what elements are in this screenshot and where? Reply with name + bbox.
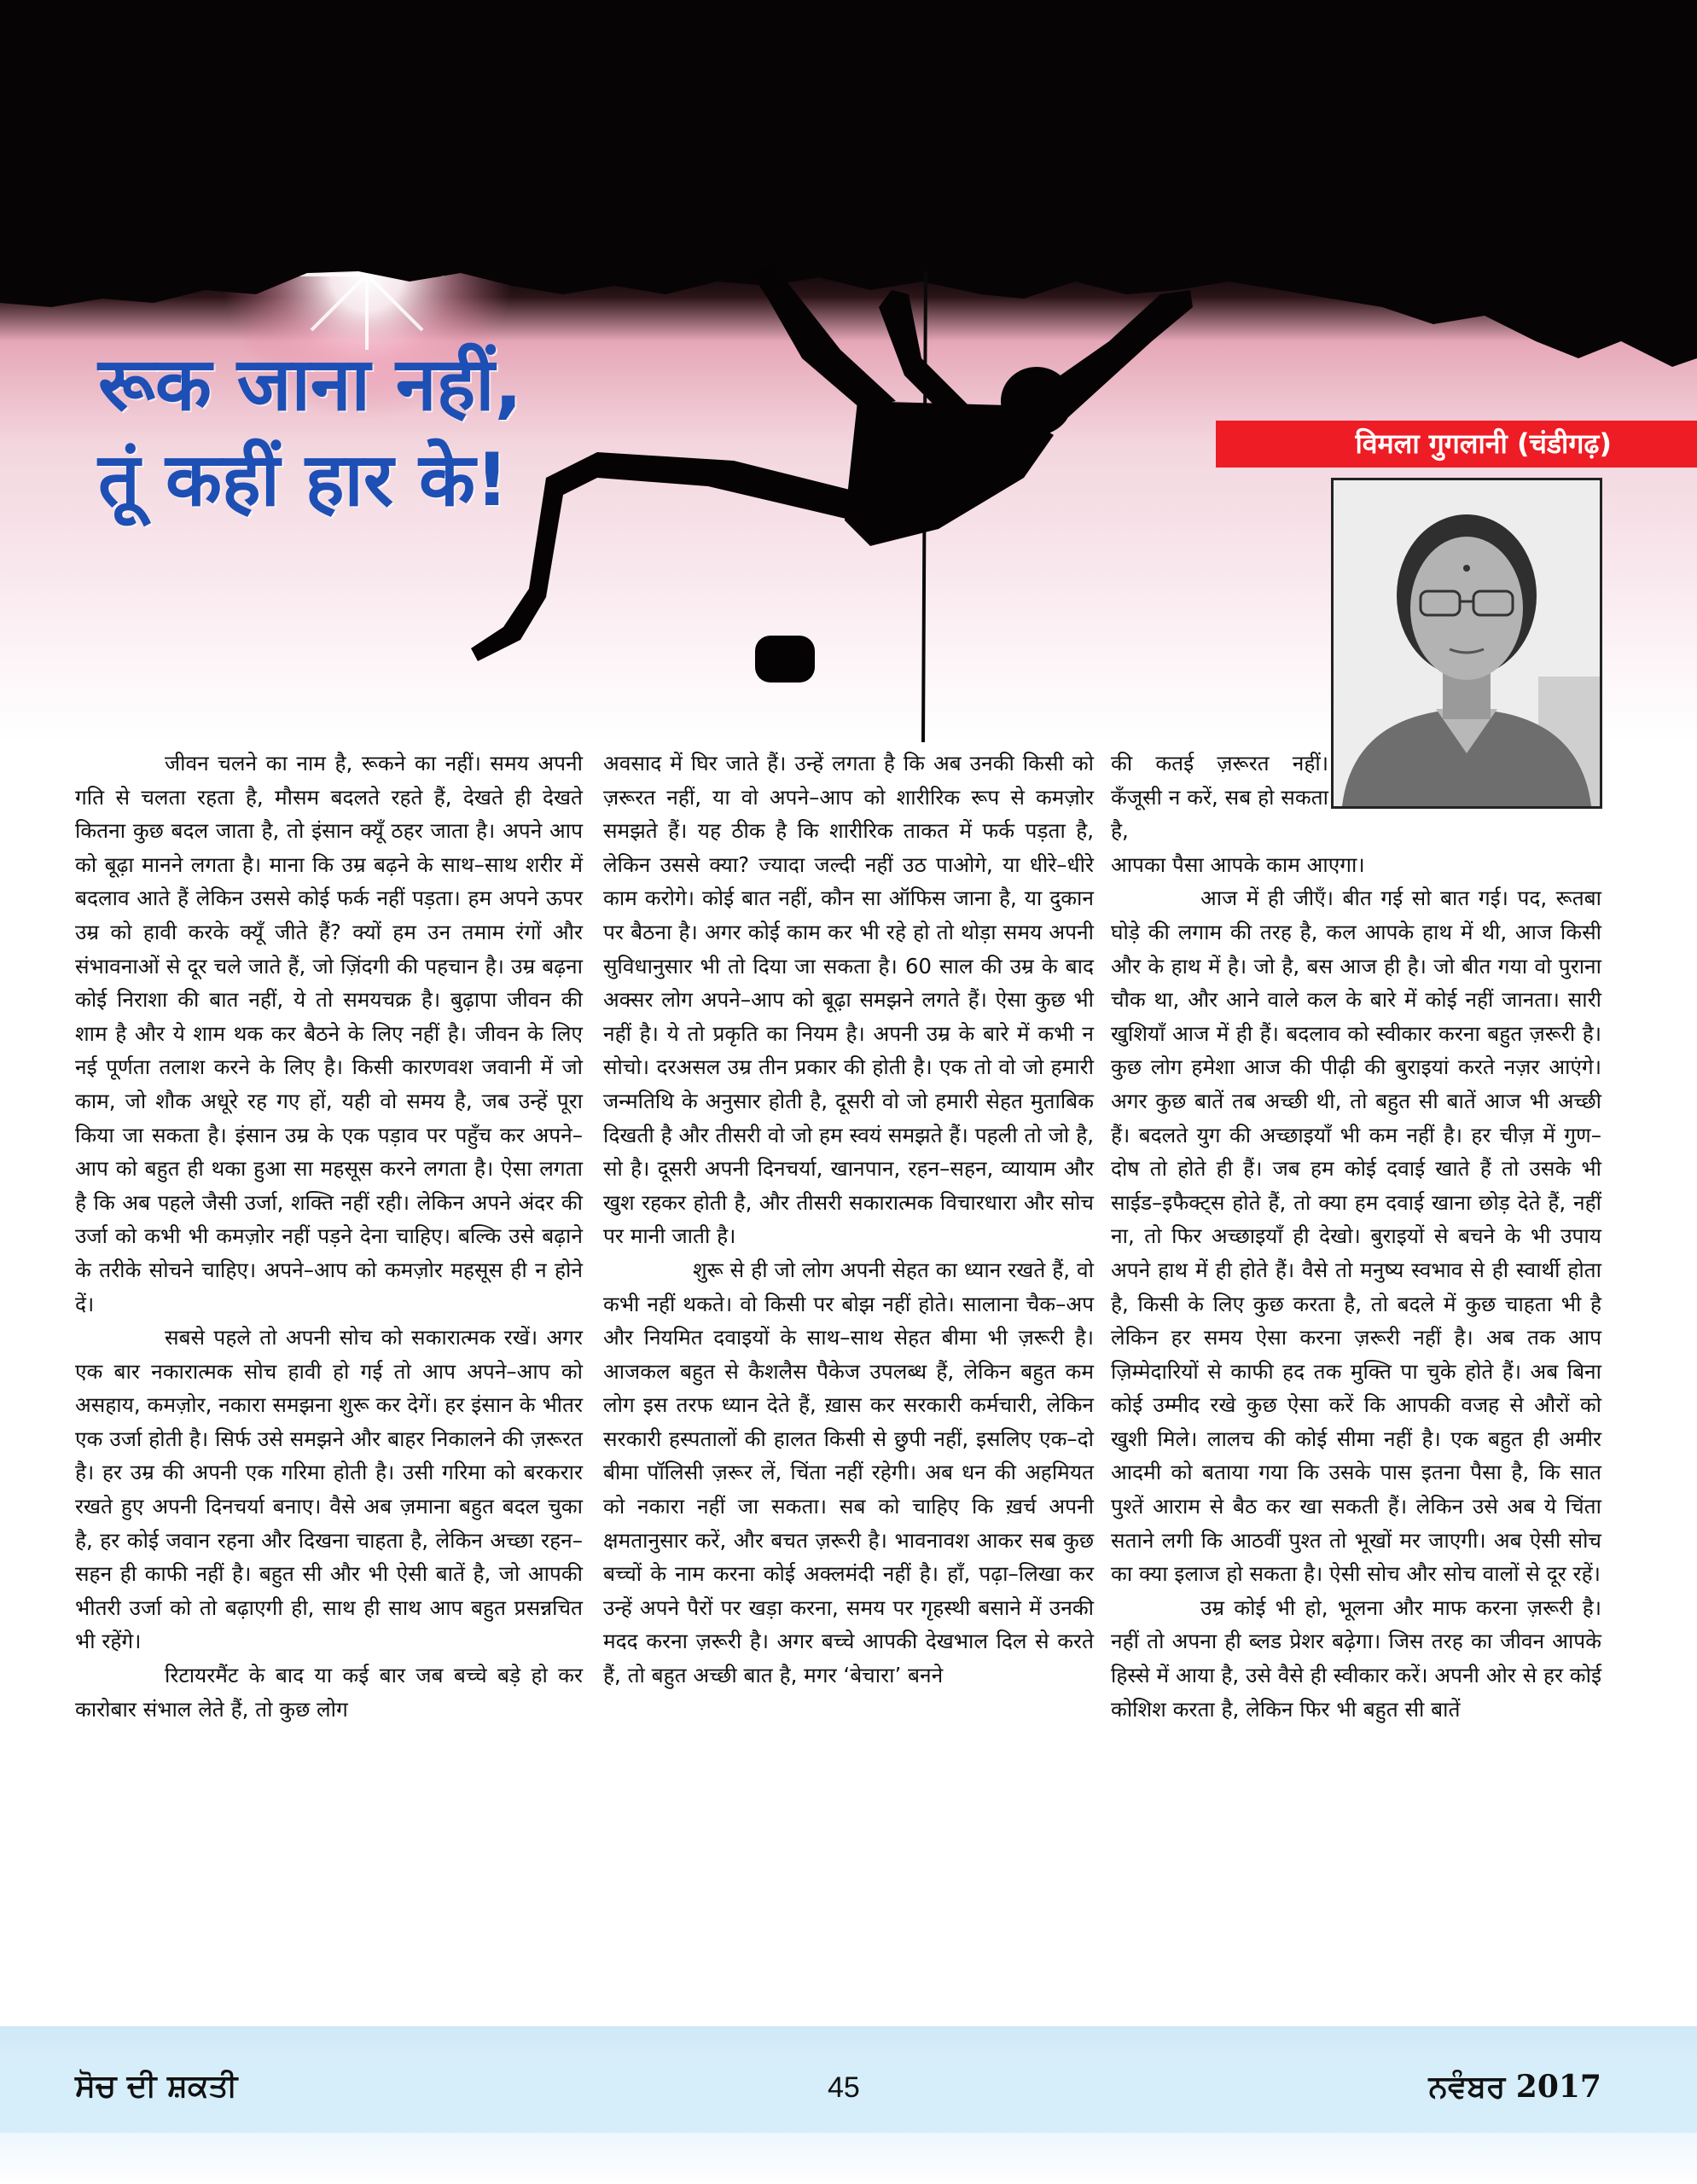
- article-column-3: [1111, 746, 1601, 1726]
- magazine-name: ਸੋਚ ਦੀ ਸ਼ਕਤੀ: [75, 2069, 238, 2104]
- author-byline: विमला गुगलानी (चंडीगढ़): [1216, 421, 1697, 468]
- paragraph: जीवन चलने का नाम है, रूकने का नहीं। समय अपनी गति से चलता रहता है, मौसम बदलते रहते हैं, देखते ही देखते कितना कुछ बदल जाता है, तो इंसान क्यूँ ठहर जाता है। अपने आप को बूढ़ा मानने लगता है। माना कि उम्र बढ़ने के साथ–साथ शरीर में बदलाव आते हैं लेकिन उससे कोई फर्क नहीं पड़ता। हम अपने ऊपर उम्र को हावी करके क्यूँ जीते हैं? क्यों हम उन तमाम रंगों और संभावनाओं से दूर चले जाते हैं, जो ज़िंदगी की पहचान है। उम्र बढ़ना कोई निराशा की बात नहीं, ये तो समयचक्र है। बुढ़ापा जीवन की शाम है और ये शाम थक कर बैठने के लिए नहीं है। जीवन के लिए नई पूर्णता तलाश करने के लिए है। किसी कारणवश जवानी में जो काम, जो शौक अधूरे रह गए हों, यही वो समय है, जब उन्हें पूरा किया जा सकता है। इंसान उम्र के एक पड़ाव पर पहुँच कर अपने–आप को बहुत ही थका हुआ सा महसूस करने लगता है। ऐसा लगता है कि अब पहले जैसी उर्जा, शक्ति नहीं रही। लेकिन अपने अंदर की उर्जा को कभी भी कमज़ोर नहीं पड़ने देना चाहिए। बल्कि उसे बढ़ाने के तरीके सोचने चाहिए। अपने–आप को कमज़ोर महसूस ही न होने दें।: [75, 751, 583, 1316]
- article-column-1: [75, 746, 583, 1726]
- article-title: [98, 337, 627, 528]
- paragraph: शुरू से ही जो लोग अपनी सेहत का ध्यान रखते हैं, वो कभी नहीं थकते। वो किसी पर बोझ नहीं होते। सालाना चैक–अप और नियमित दवाइयों के साथ–साथ सेहत बीमा भी ज़रूरी है। आजकल बहुत से कैशलैस पैकेज उपलब्ध हैं, लेकिन बहुत कम लोग इस तरफ ध्यान देते हैं, ख़ास कर सरकारी कर्मचारी, लेकिन सरकारी हस्पतालों की हालत किसी से छुपी नहीं, इसलिए एक–दो बीमा पॉलिसी ज़रूर लें, चिंता नहीं रहेगी। अब धन की अहमियत को नकारा नहीं जा सकता। सब को चाहिए कि ख़र्च अपनी क्षमतानुसार करें, और बचत ज़रूरी है। भावनावश आकर सब कुछ बच्चों के नाम करना कोई अक्लमंदी नहीं है। हाँ, पढ़ा–लिखा कर उन्हें अपने पैरों पर खड़ा करना, समय पर गृहस्थी बसाने में उनकी मदद करना ज़रूरी है। अगर बच्चे आपकी देखभाल दिल से करते हैं, तो बहुत अच्छी बात है, मगर ‘बेचारा’ बनने: [603, 1257, 1094, 1688]
- title-line-2: तूं कहीं हार के!: [98, 438, 509, 523]
- article-column-2: [603, 746, 1094, 1693]
- issue-date: ਨਵੰਬਰ 2017: [1428, 2069, 1601, 2105]
- paragraph: की कतई ज़रूरत नहीं। कँजूसी न करें, सब हो सकता है,: [1111, 751, 1328, 844]
- paragraph: रिटायरमैंट के बाद या कई बार जब बच्चे बड़े हो कर कारोबार संभाल लेते हैं, तो कुछ लोग: [75, 1663, 583, 1722]
- paragraph: सबसे पहले तो अपनी सोच को सकारात्मक रखें। अगर एक बार नकारात्मक सोच हावी हो गई तो आप अपने–आप को असहाय, कमज़ोर, नकारा समझना शुरू कर देगें। हर इंसान के भीतर एक उर्जा होती है। सिर्फ उसे समझने और बाहर निकालने की ज़रूरत है। हर उम्र की अपनी एक गरिमा होती है। उसी गरिमा को बरकरार रखते हुए अपनी दिनचर्या बनाए। वैसे अब ज़माना बहुत बदल चुका है, हर कोई जवान रहना और दिखना चाहता है, लेकिन अच्छा रहन–सहन ही काफी नहीं है। बहुत सी और भी ऐसी बातें है, जो आपकी भीतरी उर्जा को तो बढ़ाएगी ही, साथ ही साथ आप बहुत प्रसन्नचित भी रहेंगे।: [75, 1325, 583, 1654]
- paragraph: आपका पैसा आपके काम आएगा।: [1111, 851, 1365, 877]
- paragraph: अवसाद में घिर जाते हैं। उन्हें लगता है कि अब उनकी किसी को ज़रूरत नहीं, या वो अपने–आप को शारीरिक रूप से कमज़ोर समझते हैं। यह ठीक है कि शारीरिक ताकत में फर्क पड़ता है, लेकिन उससे क्या? ज्यादा जल्दी नहीं उठ पाओगे, या धीरे–धीरे काम करोगे। कोई बात नहीं, कौन सा ऑफिस जाना है, या दुकान पर बैठना है। अगर कोई काम कर भी रहे हो तो थोड़ा समय अपनी सुविधानुसार भी तो दिया जा सकता है। 60 साल की उम्र के बाद अक्सर लोग अपने–आप को बूढ़ा समझने लगते हैं। ऐसा कुछ भी नहीं है। ये तो प्रकृति का नियम है। अपनी उम्र के बारे में कभी न सोचो। दरअसल उम्र तीन प्रकार की होती है। एक तो वो जो हमारी जन्मतिथि के अनुसार होती है, दूसरी वो जो हमारी सेहत मुताबिक दिखती है और तीसरी वो जो हम स्वयं समझते हैं। पहली तो जो है, सो है। दूसरी अपनी दिनचर्या, खानपान, रहन–सहन, व्यायाम और खुश रहकर होती है, और तीसरी सकारात्मक विचारधारा और सोच पर मानी जाती है।: [603, 751, 1094, 1249]
- title-line-1: रूक जाना नहीं,: [98, 342, 523, 427]
- paragraph: उम्र कोई भी हो, भूलना और माफ करना ज़रूरी है। नहीं तो अपना ही ब्लड प्रेशर बढ़ेगा। जिस तरह का जीवन आपके हिस्से में आया है, उसे वैसे ही स्वीकार करें। अपनी ओर से हर कोई कोशिश करता है, लेकिन फिर भी बहुत सी बातें: [1111, 1594, 1601, 1722]
- paragraph: आज में ही जीएँ। बीत गई सो बात गई। पद, रूतबा घोड़े की लगाम की तरह है, कल आपके हाथ में थी, आज किसी और के हाथ में है। जो है, बस आज ही है। जो बीत गया वो पुराना चौक था, और आने वाले कल के बारे में कोई नहीं जानता। सारी खुशियाँ आज में ही हैं। बदलाव को स्वीकार करना बहुत ज़रूरी है। कुछ लोग हमेशा आज की पीढ़ी की बुराइयां करते नज़र आएंगे। अगर कुछ बातें तब अच्छी थी, तो बहुत सी बातें आज भी अच्छी हैं। बदलते युग की अच्छाइयाँ भी कम नहीं है। हर चीज़ में गुण–दोष तो होते ही हैं। जब हम कोई दवाई खाते हैं तो उसके भी साईड–इफैक्ट्स होते हैं, तो क्या हम दवाई खाना छोड़ देते हैं, नहीं ना, तो फिर अच्छाइयाँ ही देखो। बुराइयों से बचने के भी उपाय अपने हाथ में ही होते हैं। वैसे तो मनुष्य स्वभाव से ही स्वार्थी होता है, किसी के लिए कुछ करता है, तो बदले में कुछ चाहता भी है लेकिन हर समय ऐसा करना ज़रूरी नहीं है। अब तक आप ज़िम्मेदारियों से काफी हद तक मुक्ति पा चुके होते हैं। अब बिना कोई उम्मीद रखे कुछ ऐसा करें कि आपकी वजह से औरों को खुशी मिले। लालच की कोई सीमा नहीं है। एक बहुत ही अमीर आदमी को बताया गया कि उसके पास इतना पैसा है, कि सात पुश्तें आराम से बैठ कर खा सकती हैं। लेकिन उसे अब ये चिंता सताने लगी कि आठवीं पुश्त तो भूखों मर जाएगी। अब ऐसी सोच का क्या इलाज हो सकता है। ऐसी सोच और सोच वालों से दूर रहें।: [1111, 886, 1601, 1587]
- page-number: 45: [828, 2071, 860, 2104]
